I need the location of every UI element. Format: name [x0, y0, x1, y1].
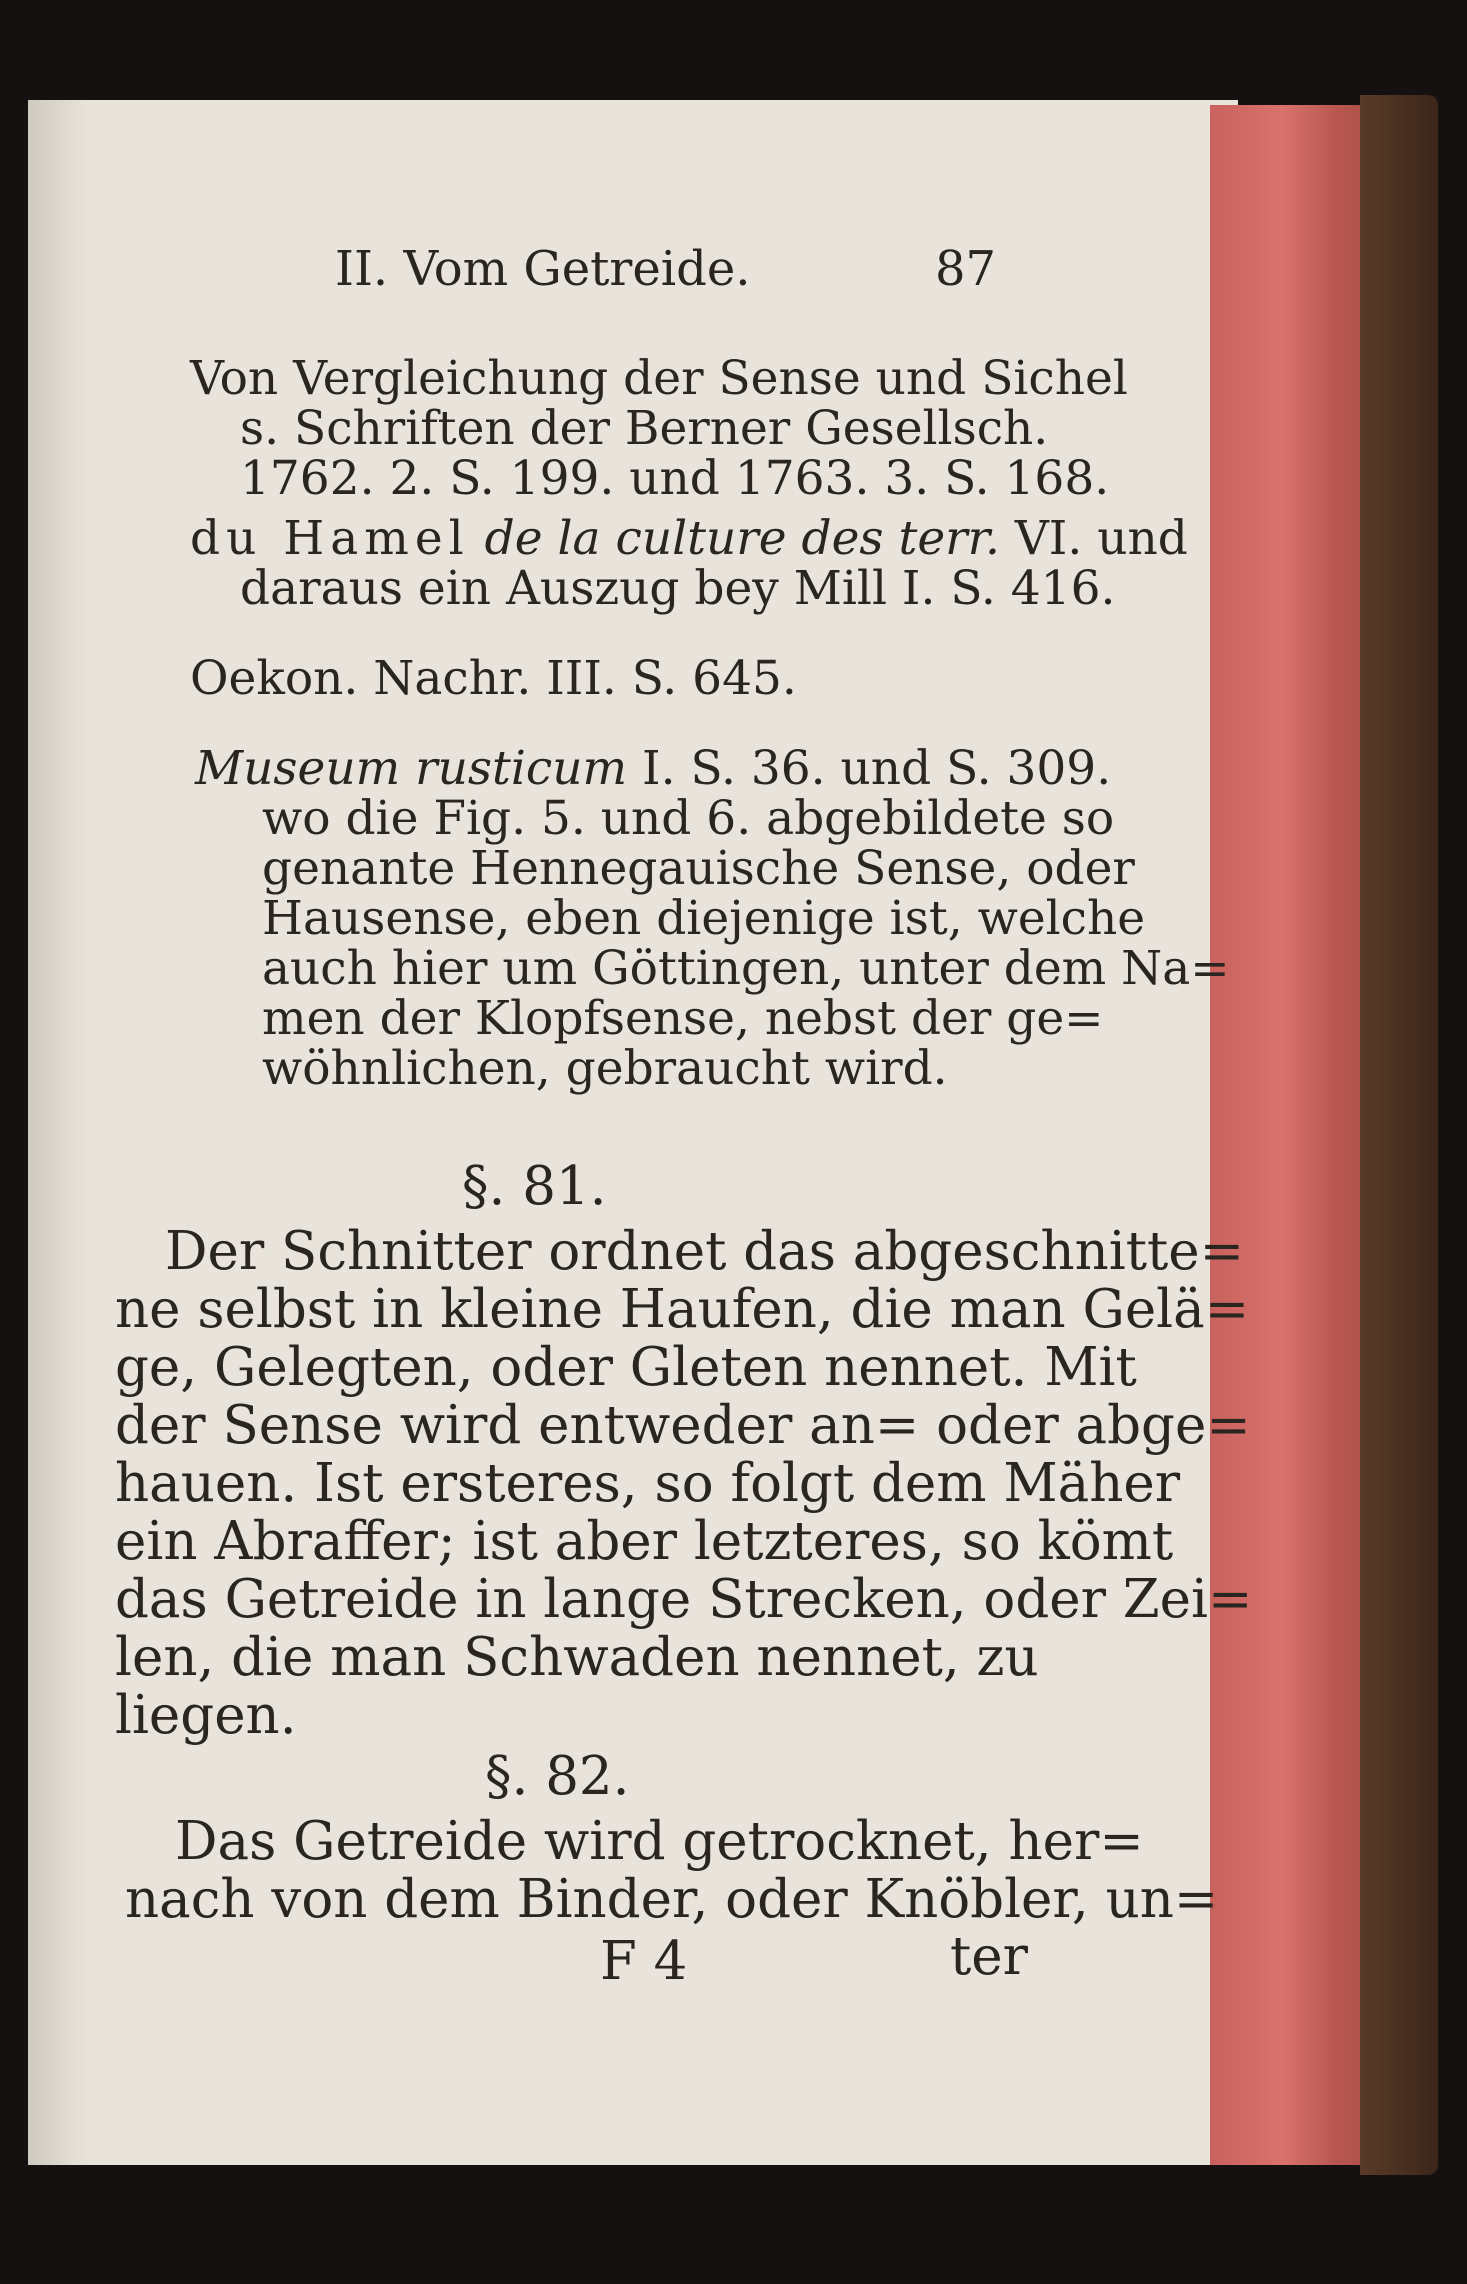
section-heading: §. 82.	[485, 1746, 630, 1807]
text-line: len, die man Schwaden nennet, zu	[115, 1627, 1039, 1688]
citation-line: Hausense, eben diejenige ist, welche	[262, 891, 1146, 946]
author-name: du Hamel	[190, 511, 470, 566]
citation-line: men der Klopfsense, nebst der ge=	[262, 991, 1104, 1046]
citation-line: du Hamel de la culture des terr. VI. und	[190, 511, 1188, 566]
citation-line: wöhnlichen, gebraucht wird.	[262, 1041, 948, 1096]
text-line: liegen.	[115, 1685, 297, 1746]
citation-line: wo die Fig. 5. und 6. abgebildete so	[262, 791, 1115, 846]
text-line: ne selbst in kleine Haufen, die man Gelä=	[115, 1279, 1250, 1340]
text-line: das Getreide in lange Strecken, oder Zei=	[115, 1569, 1253, 1630]
text-line: Das Getreide wird getrocknet, her=	[175, 1811, 1144, 1872]
text-line: hauen. Ist ersteres, so folgt dem Mäher	[115, 1453, 1181, 1514]
text-line: Der Schnitter ordnet das abgeschnitte=	[165, 1221, 1245, 1282]
citation-line: auch hier um Göttingen, unter dem Na=	[262, 941, 1230, 996]
text-line: ge, Gelegten, oder Gleten nennet. Mit	[115, 1337, 1137, 1398]
citation-line: Museum rusticum I. S. 36. und S. 309.	[195, 741, 1112, 796]
citation-line: Von Vergleichung der Sense und Sichel	[190, 351, 1128, 406]
page-gutter	[28, 100, 88, 2165]
citation-line: s. Schriften der Berner Gesellsch.	[240, 401, 1049, 456]
section-heading: §. 81.	[462, 1156, 607, 1217]
book-cover	[1360, 95, 1438, 2175]
text-line: der Sense wird entweder an= oder abge=	[115, 1395, 1251, 1456]
citation-line: Oekon. Nachr. III. S. 645.	[190, 651, 797, 706]
text-line: nach von dem Binder, oder Knöbler, un=	[125, 1869, 1219, 1930]
citation-line: daraus ein Auszug bey Mill I. S. 416.	[240, 561, 1116, 616]
work-title: de la culture des terr.	[484, 511, 1000, 566]
citation-line: 1762. 2. S. 199. und 1763. 3. S. 168.	[240, 451, 1110, 506]
page-number: 87	[935, 241, 997, 297]
work-title: Museum rusticum	[195, 741, 628, 796]
citation-line: genante Hennegauische Sense, oder	[262, 841, 1135, 896]
text-line: ein Abraffer; ist aber letzteres, so kömt	[115, 1511, 1174, 1572]
running-head: II. Vom Getreide.	[335, 241, 751, 297]
catchword: ter	[950, 1926, 1028, 1987]
signature-mark: F 4	[600, 1931, 688, 1992]
